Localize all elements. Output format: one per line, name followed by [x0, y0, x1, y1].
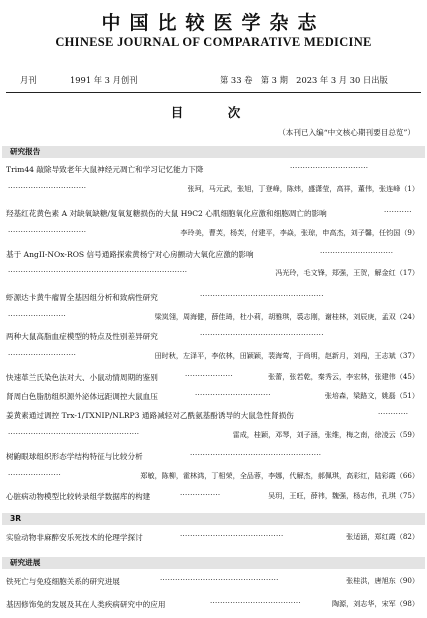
article-authors-page: 吴玥，王旺，薛祎，魏强，杨志伟，孔琪（75）: [268, 491, 419, 500]
article-title[interactable]: 基因修饰兔的发展及其在人类疾病研究中的应用: [6, 600, 166, 609]
article-title[interactable]: 基于 AngII-NOx-ROS 信号通路探索黄杨宁对心房颤动大氧化应激的影响: [6, 250, 254, 259]
leader-dots: ····················································: [8, 430, 140, 438]
leader-dots: ······························: [195, 391, 271, 399]
article-title[interactable]: 树鼩眼球组织形态学结构特征与比较分析: [6, 452, 143, 461]
leader-dots: ···························: [8, 351, 77, 359]
leader-dots: ·················································: [200, 292, 324, 300]
article-title[interactable]: 肾周白色脂肪组织源外泌体远距调控大鼠血压: [6, 392, 158, 401]
article-title[interactable]: 羟基红花黄色素 A 对缺氧缺糖/复氧复糖损伤的大鼠 H9C2 心肌细胞氧化应激和细胞凋亡的影响: [6, 209, 327, 218]
article-authors-page: 郑敏，陈柳，霍林鸿，丁相荣，全品蓉，李娜，代解杰，郝佩琪，高彩红，陆彩霞（66）: [140, 471, 419, 480]
section-header-review: 研究进展: [2, 557, 425, 569]
indexing-note: （本刊已入编“中文核心期刊要目总览”）: [278, 128, 415, 137]
leader-dots: ···················: [185, 372, 233, 380]
article-authors-page: 田时秋，左泽平，李依林，田颖颖，裴海莺，于尚明，赵新月，刘闯，王志斌（37）: [154, 351, 419, 360]
article-authors-page: 雷成，桂颖，邓琴，刘子涵，张维，梅之南，徐凌云（59）: [232, 430, 419, 439]
article-title[interactable]: 心脏病动物模型比较转录组学数据库的构建: [6, 492, 151, 501]
leader-dots: ····································: [210, 599, 301, 607]
leader-dots: ················: [180, 491, 221, 499]
article-authors-page: 张培森，梁路文，姚磊（51）: [324, 391, 419, 400]
leader-dots: ·······························: [290, 164, 369, 172]
article-title[interactable]: 虾源达卡黄牛瘤胃全基因组分析和致病性研究: [6, 293, 158, 302]
article-title[interactable]: Trim44 敲除导致老年大鼠神经元凋亡和学习记忆能力下降: [6, 165, 204, 174]
article-title[interactable]: 实验动物非麻醉安乐死技术的伦理学探讨: [6, 533, 143, 542]
article-authors-page: 冯光玲，毛文锋，郑强，王贺，解金红（17）: [275, 268, 419, 277]
article-title[interactable]: 快速革兰氏染色法对大、小鼠动情周期的鉴别: [6, 373, 158, 382]
article-title[interactable]: 两种大鼠高脂血症模型的特点及性别差异研究: [6, 332, 158, 341]
section-header-research: 研究报告: [2, 146, 425, 158]
leader-dots: ···············································: [160, 576, 279, 584]
toc-title: 目 次: [170, 105, 257, 120]
article-authors-page: 张适涵，郑红霞（82）: [346, 532, 419, 541]
article-authors-page: 张桂洪，唐旭东（90）: [346, 576, 419, 585]
founding-date: 1991 年 3 月创刊: [70, 75, 138, 85]
header-rule: [6, 92, 421, 93]
leader-dots: ···········: [384, 208, 412, 216]
publication-info: [8, 74, 419, 88]
leader-dots: ····················································: [190, 451, 322, 459]
article-authors-page: 陶源，刘志华，宋军（98）: [331, 599, 419, 608]
leader-dots: ·····························: [320, 249, 394, 257]
article-title[interactable]: 姜黄素通过调控 Trx-1/TXNIP/NLRP3 通路减轻对乙酰氨基酚诱导的大鼠急性肾损伤: [6, 411, 294, 420]
leader-dots: ·········································: [180, 532, 284, 540]
leader-dots: ·······································································: [8, 268, 188, 276]
leader-dots: ·······························: [8, 228, 87, 236]
volume-issue: 第 33 卷 第 3 期 2023 年 3 月 30 日出版: [220, 75, 388, 85]
leader-dots: ·····················: [8, 471, 62, 479]
publication-frequency: 月刊: [20, 75, 37, 85]
article-authors-page: 张珂，马元武，张旭，丁登峰，陈炜，盛潇莹，高祥，董伟，张连峰（1）: [187, 184, 419, 193]
section-header-3r: 3R: [2, 513, 425, 525]
leader-dots: ············: [378, 410, 409, 418]
article-authors-page: 张蕾，张若乾，秦秀云，李宏林，张建伟（45）: [268, 372, 419, 381]
journal-title-chinese: 中国比较医学杂志: [101, 12, 326, 34]
journal-title-english: CHINESE JOURNAL OF COMPARATIVE MEDICINE: [55, 35, 372, 49]
article-authors-page: 梁岚翎，周海健，薛佳琦，杜小莉，胡雅琪，裘志刚，谢桂林，刘辰庚，孟双（24）: [154, 312, 419, 321]
article-authors-page: 李玲美，曹芙，杨芙，付建平，李焱，张琼，申高杰，刘子馨，任钧国（9）: [180, 228, 419, 237]
leader-dots: ·················································: [200, 331, 324, 339]
leader-dots: ·······················: [8, 312, 67, 320]
leader-dots: ·······························: [8, 184, 87, 192]
article-title[interactable]: 铁死亡与免疫细胞关系的研究进展: [6, 577, 120, 586]
